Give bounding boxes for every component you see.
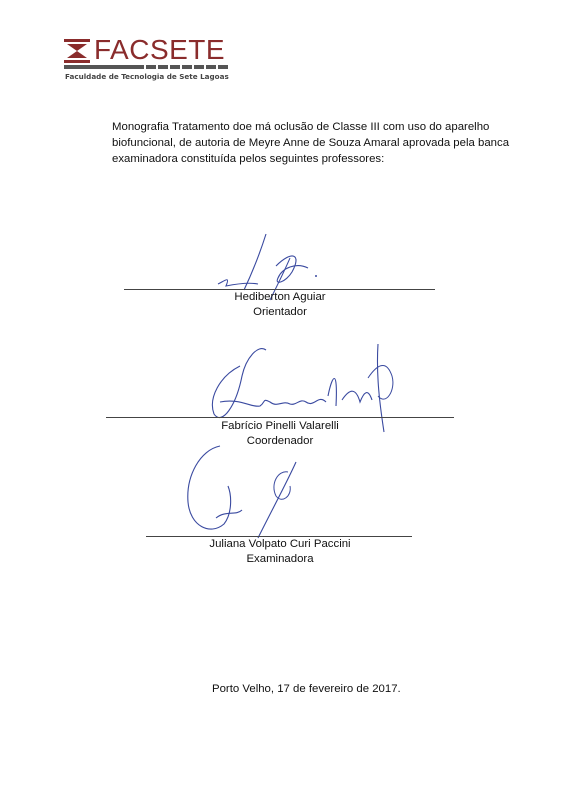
logo-subtitle: Faculdade de Tecnologia de Sete Lagoas bbox=[65, 72, 229, 81]
facsete-emblem-icon bbox=[64, 39, 90, 63]
signatory-role: Orientador bbox=[253, 306, 307, 318]
signatory-3 bbox=[180, 537, 380, 567]
signatory-1 bbox=[180, 290, 380, 320]
place-and-date: Porto Velho, 17 de fevereiro de 2017. bbox=[212, 683, 401, 695]
logo-divider-bar bbox=[64, 65, 228, 69]
approval-statement: Monografia Tratamento doe má oclusão de Classe III com uso do aparelho biofuncional, de autoria de Meyre Anne de Souza Amaral aprovada pela banca examinadora constituída pelos seguintes professores: bbox=[112, 121, 510, 165]
signatory-role: Examinadora bbox=[246, 553, 314, 565]
signatory-name: Fabrício Pinelli Valarelli bbox=[221, 420, 339, 432]
signatory-name: Hediberton Aguiar bbox=[234, 291, 326, 303]
signatory-name: Juliana Volpato Curi Paccini bbox=[209, 538, 351, 550]
signature-line-2 bbox=[106, 417, 454, 418]
signature-juliana bbox=[180, 440, 310, 550]
signatory-role: Coordenador bbox=[246, 435, 314, 447]
logo-wordmark: FACSETE bbox=[94, 34, 226, 65]
facsete-logo bbox=[64, 36, 244, 86]
